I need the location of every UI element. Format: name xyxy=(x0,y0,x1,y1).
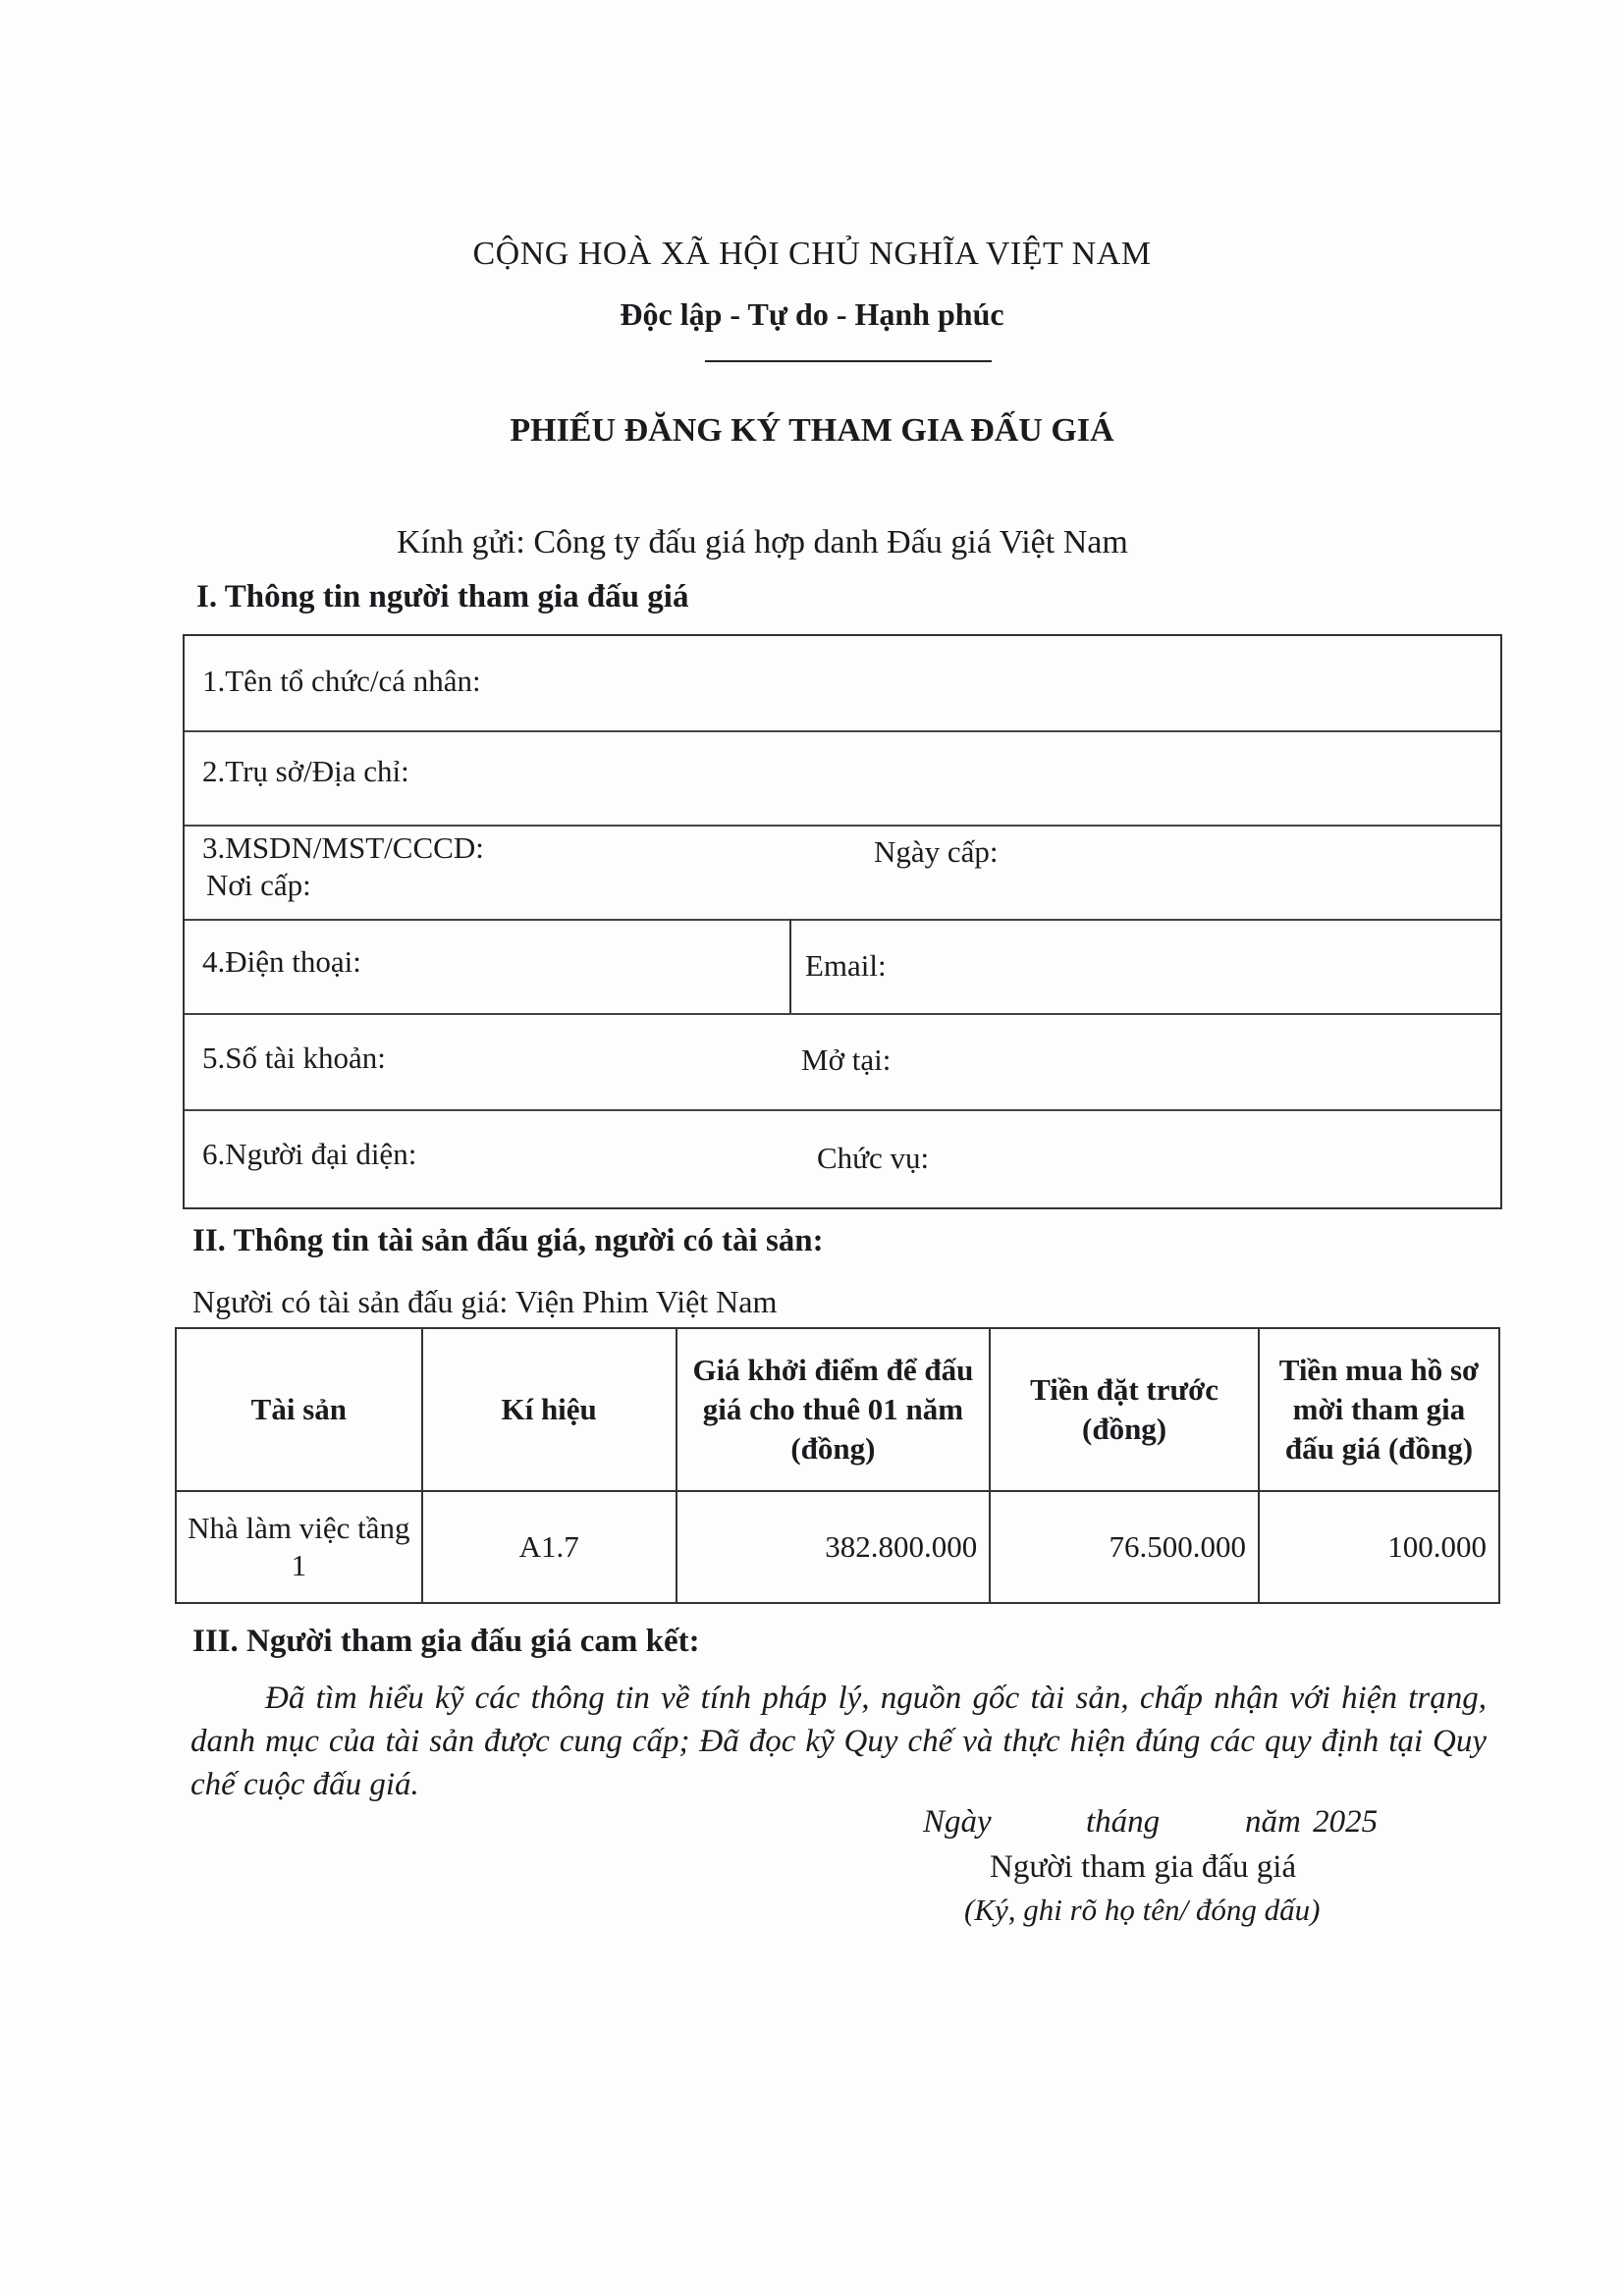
section-1-title: I. Thông tin người tham gia đấu giá xyxy=(196,579,689,614)
section-2-title: II. Thông tin tài sản đấu giá, người có tài sản: xyxy=(192,1223,824,1258)
field-representative-label: 6.Người đại diện: xyxy=(202,1137,417,1171)
commitment-text: Đã tìm hiểu kỹ các thông tin về tính pháp lý, nguồn gốc tài sản, chấp nhận với hiện trạng, danh mục của tài sản được cung cấp; Đã đọc kỹ Quy chế và thực hiện đúng các quy định tại Quy chế cuộc đấu giá. xyxy=(190,1681,1487,1802)
date-year-label: năm 2025 xyxy=(1245,1804,1379,1840)
field-issue-date-label: Ngày cấp: xyxy=(874,834,999,869)
field-id-number-label: 3.MSDN/MST/CCCD: xyxy=(202,830,484,865)
nation-title: CỘNG HOÀ XÃ HỘI CHỦ NGHĨA VIỆT NAM xyxy=(472,236,1152,272)
header-starting-price: Giá khởi điểm để đấu giá cho thuê 01 năm (đồng) xyxy=(677,1328,991,1491)
section-3-title: III. Người tham gia đấu giá cam kết: xyxy=(192,1624,700,1659)
signature-date-line xyxy=(923,1804,1378,1841)
signer-title: Người tham gia đấu giá xyxy=(990,1849,1297,1885)
participant-info-table xyxy=(183,634,1502,1209)
row-divider xyxy=(185,1109,1500,1111)
table-row xyxy=(176,1491,1499,1603)
cell-asset: Nhà làm việc tầng 1 xyxy=(176,1491,422,1603)
cell-code: A1.7 xyxy=(422,1491,677,1603)
row-divider xyxy=(185,730,1500,732)
header-code: Kí hiệu xyxy=(422,1328,677,1491)
field-phone-label: 4.Điện thoại: xyxy=(202,944,361,979)
row-divider xyxy=(185,919,1500,921)
header-asset: Tài sản xyxy=(176,1328,422,1491)
date-month-label: tháng xyxy=(1086,1804,1161,1840)
motto-underline xyxy=(705,360,992,362)
field-issue-place-label: Nơi cấp: xyxy=(206,868,311,902)
national-motto: Độc lập - Tự do - Hạnh phúc xyxy=(620,296,1004,332)
header-deposit: Tiền đặt trước (đồng) xyxy=(990,1328,1259,1491)
recipient-line: Kính gửi: Công ty đấu giá hợp danh Đấu giá Việt Nam xyxy=(397,524,1128,561)
row-divider xyxy=(185,825,1500,827)
cell-document-fee: 100.000 xyxy=(1259,1491,1499,1603)
asset-table-header-row xyxy=(176,1328,1499,1491)
field-account-label: 5.Số tài khoản: xyxy=(202,1041,386,1075)
field-position-label: Chức vụ: xyxy=(817,1141,930,1175)
date-day-label: Ngày xyxy=(923,1804,992,1840)
asset-owner-line: Người có tài sản đấu giá: Viện Phim Việt Nam xyxy=(192,1284,778,1319)
field-bank-label: Mở tại: xyxy=(801,1042,892,1077)
asset-table xyxy=(175,1327,1500,1604)
form-title: PHIẾU ĐĂNG KÝ THAM GIA ĐẤU GIÁ xyxy=(510,412,1114,449)
cell-starting-price: 382.800.000 xyxy=(677,1491,991,1603)
cell-deposit: 76.500.000 xyxy=(990,1491,1259,1603)
field-name-label: 1.Tên tổ chức/cá nhân: xyxy=(202,664,481,698)
row-divider xyxy=(185,1013,1500,1015)
field-email-label: Email: xyxy=(805,948,887,983)
header-document-fee: Tiền mua hồ sơ mời tham gia đấu giá (đồng) xyxy=(1259,1328,1499,1491)
field-address-label: 2.Trụ sở/Địa chỉ: xyxy=(202,754,409,788)
signature-note: (Ký, ghi rõ họ tên/ đóng dấu) xyxy=(964,1893,1321,1927)
column-divider xyxy=(789,919,791,1013)
